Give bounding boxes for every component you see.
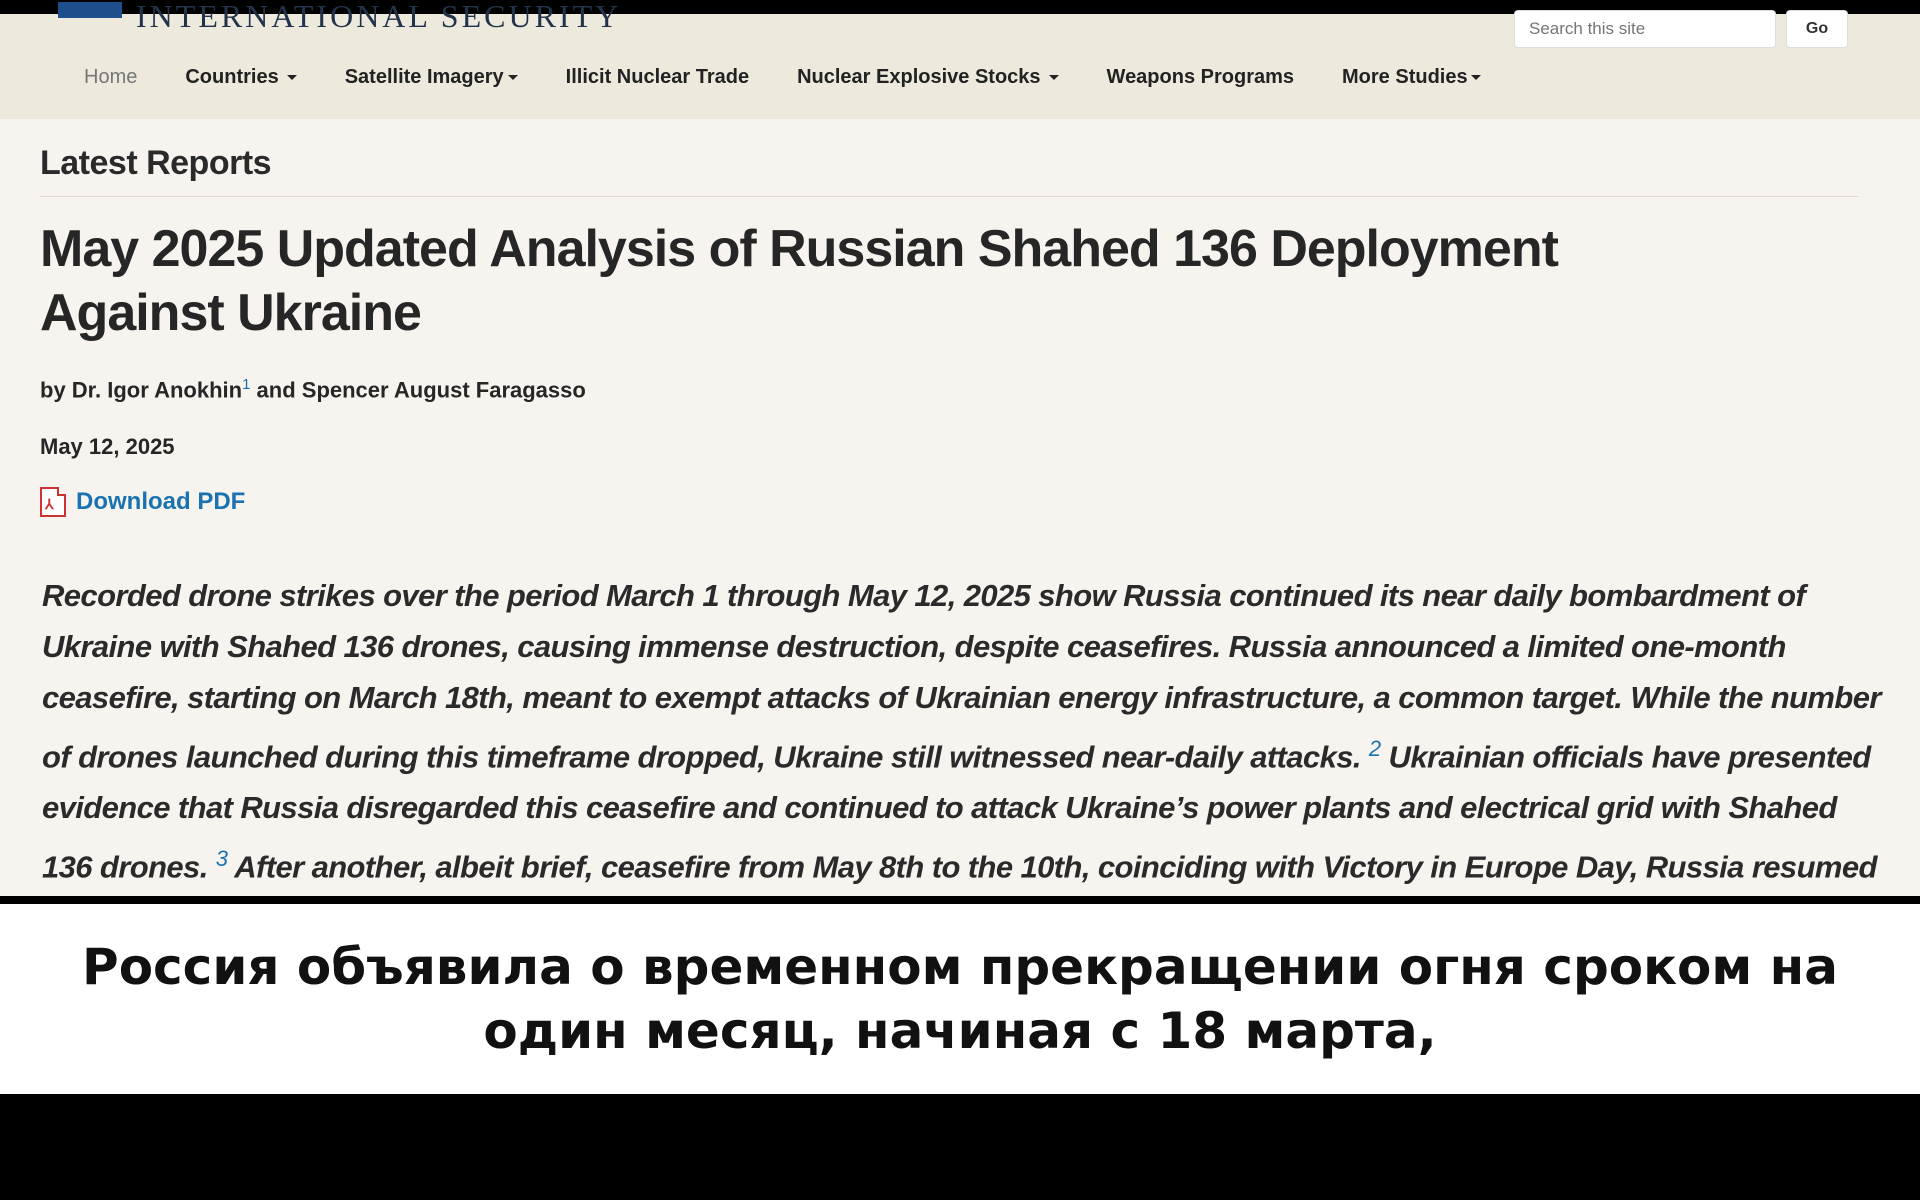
abstract-part-1: Recorded drone strikes over the period March 1 through May 12, 2025 show Russia continued its near daily bombardment of Ukraine with Shahed 136 drones, causing immense destruction, despite ceasefires. Russia announced a limited one-month ceasefire, starting on March 18th, meant to exempt attacks of Ukrainian energy infrastructure, a common target. While the number of drones launched during this timeframe dropped, Ukraine still witnessed near-daily attacks. (42, 578, 1881, 775)
nav-countries[interactable] (185, 66, 296, 89)
nav-weapons-programs[interactable] (1107, 66, 1294, 89)
abstract-part-3: After another, albeit brief, ceasefire from May 8th to the 10th, coinciding with Victory in Europe Day, Russia resumed (234, 849, 1877, 885)
byline-author2: and Spencer August Faragasso (250, 377, 586, 403)
caret-down-icon (1049, 75, 1059, 80)
report-abstract (42, 570, 1882, 944)
search-button[interactable]: Go (1786, 10, 1848, 48)
caret-down-icon (287, 75, 297, 80)
report-title: May 2025 Updated Analysis of Russian Shahed 136 Deployment Against Ukraine (40, 220, 1558, 342)
section-title: Latest Reports (40, 144, 272, 182)
main-nav (84, 66, 1529, 89)
nav-countries-label: Countries (185, 66, 279, 88)
download-pdf-label[interactable]: Download PDF (76, 488, 246, 515)
site-header (0, 0, 1920, 119)
footnote-ref[interactable]: 2 (1368, 736, 1381, 761)
nav-weapons-programs-label: Weapons Programs (1106, 66, 1295, 88)
nav-nuclear-explosive-stocks-label: Nuclear Explosive Stocks (797, 66, 1041, 88)
nav-more-studies[interactable] (1342, 66, 1481, 89)
section-divider (40, 196, 1858, 197)
byline (40, 376, 586, 403)
nav-nuclear-explosive-stocks[interactable] (797, 66, 1058, 89)
pdf-file-icon: ⅄ (40, 487, 66, 517)
subtitle-panel (0, 904, 1920, 1094)
footnote-ref[interactable]: 3 (215, 846, 228, 872)
nav-illicit-nuclear-trade[interactable] (566, 66, 749, 89)
report-date: May 12, 2025 (40, 434, 175, 459)
nav-satellite-imagery-label: Satellite Imagery (344, 66, 504, 88)
nav-satellite-imagery[interactable] (345, 66, 518, 89)
video-divider-bar (0, 896, 1920, 904)
bottom-black-bar (0, 1094, 1920, 1200)
logo-mark[interactable] (58, 2, 122, 18)
byline-author1: by Dr. Igor Anokhin (40, 377, 243, 403)
nav-illicit-nuclear-trade-label: Illicit Nuclear Trade (565, 66, 750, 88)
caret-down-icon (1471, 75, 1481, 80)
download-pdf-link[interactable] (40, 487, 245, 517)
search-input[interactable] (1514, 10, 1776, 48)
subtitle-text: Россия объявила о временном прекращении огня сроком на один месяц, начиная с 18 марта, (82, 938, 1838, 1060)
nav-home[interactable] (84, 66, 137, 89)
abstract-part-2: Ukrainian officials have presented evidence that Russia disregarded this ceasefire and continued to attack Ukraine’s power plants and electrical grid with Shahed 136 drones. (42, 739, 1871, 885)
footnote-ref[interactable]: 1 (242, 376, 251, 393)
logo-text[interactable]: INTERNATIONAL SECURITY (136, 0, 622, 34)
caret-down-icon (508, 75, 518, 80)
nav-home-label: Home (84, 66, 138, 88)
nav-more-studies-label: More Studies (1342, 66, 1468, 88)
